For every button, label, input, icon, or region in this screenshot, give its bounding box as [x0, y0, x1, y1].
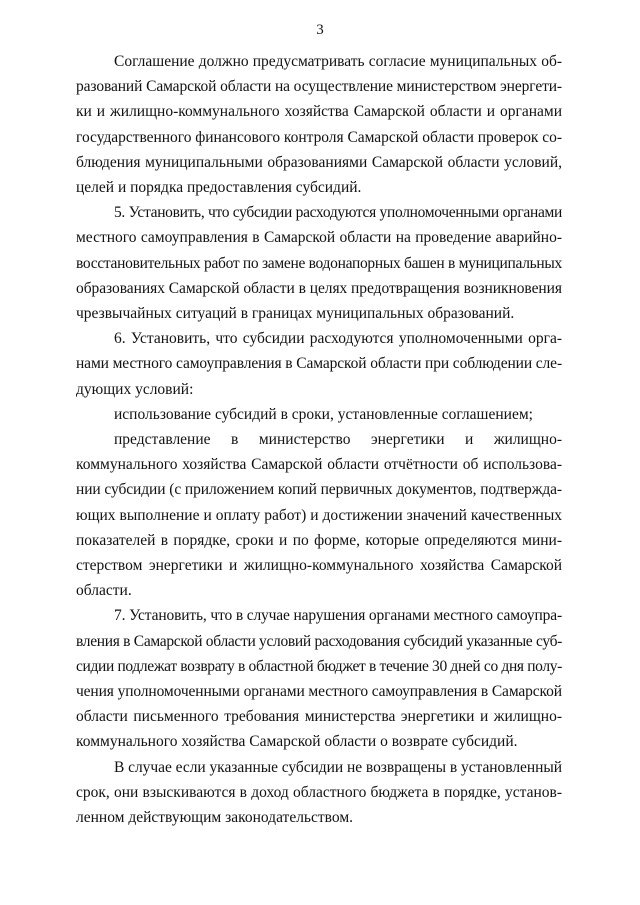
text-line: местного самоуправления в Самарской области на проведение аварийно-: [76, 229, 562, 247]
text-line: срок, они взыскиваются в доход областного бюджета в порядке, установ-: [76, 783, 562, 801]
text-line: чения уполномоченными органами местного самоуправления в Самарской: [76, 683, 562, 701]
paragraph-condition-usage: [76, 402, 562, 427]
text-line: блюдения муниципальными образованиями Самарской области условий,: [76, 153, 562, 171]
text-line: чрезвычайных ситуаций в границах муниципальных образований.: [76, 305, 515, 323]
text-line: ленном действующим законодательством.: [76, 809, 354, 827]
text-line: показателей в порядке, сроки и по форме, которые определяются мини-: [76, 531, 562, 549]
paragraph-item-7: [76, 603, 562, 754]
text-line: Соглашение должно предусматривать согласие муниципальных об-: [114, 53, 562, 70]
text-line: 6. Установить, что субсидии расходуются уполномоченными орга-: [114, 330, 562, 348]
text-line: стерством энергетики и жилищно-коммунального хозяйства Самарской: [76, 557, 562, 575]
text-line: восстановительных работ по замене водонапорных башен в муниципальных: [76, 254, 562, 272]
page-number: 3: [316, 22, 324, 38]
paragraph-recovery: [76, 755, 562, 831]
text-line: 7. Установить, что в случае нарушения органами местного самоупра-: [114, 607, 562, 625]
text-line: сидии подлежат возврату в областной бюджет в течение 30 дней со дня полу-: [76, 657, 562, 675]
text-line: представление в министерство энергетики и жилищно-: [114, 431, 562, 449]
text-line: ющих выполнение и оплату работ) и достижении значений качественных: [76, 506, 562, 524]
text-line: коммунального хозяйства Самарской области отчётности об использова-: [76, 456, 562, 474]
paragraph-agreement-consent: [76, 49, 562, 200]
paragraph-item-5: [76, 200, 562, 326]
text-line: нами местного самоуправления в Самарской области при соблюдении сле-: [76, 355, 562, 373]
text-line: использование субсидий в сроки, установленные соглашением;: [114, 405, 533, 423]
paragraph-item-6: [76, 326, 562, 402]
text-line: образованиях Самарской области в целях предотвращения возникновения: [76, 279, 562, 297]
text-line: разований Самарской области на осуществление министерством энергети-: [76, 78, 562, 96]
text-line: целей и порядка предоставления субсидий.: [76, 179, 362, 197]
text-line: дующих условий:: [76, 380, 194, 398]
text-line: вления в Самарской области условий расходования субсидий указанные суб-: [76, 632, 562, 650]
document-body: [76, 49, 562, 830]
text-line: государственного финансового контроля Самарской области проверок со-: [76, 128, 562, 146]
text-line: области письменного требования министерства энергетики и жилищно-: [76, 708, 562, 726]
paragraph-condition-reporting: [76, 427, 562, 603]
text-line: коммунального хозяйства Самарской области о возврате субсидий.: [76, 733, 518, 751]
text-line: области.: [76, 582, 132, 600]
text-line: нии субсидии (с приложением копий первичных документов, подтвержда-: [76, 481, 562, 499]
text-line: ки и жилищно-коммунального хозяйства Самарской области и органами: [76, 103, 562, 121]
text-line: В случае если указанные субсидии не возвращены в установленный: [114, 758, 562, 776]
text-line: 5. Установить, что субсидии расходуются уполномоченными органами: [114, 204, 562, 222]
